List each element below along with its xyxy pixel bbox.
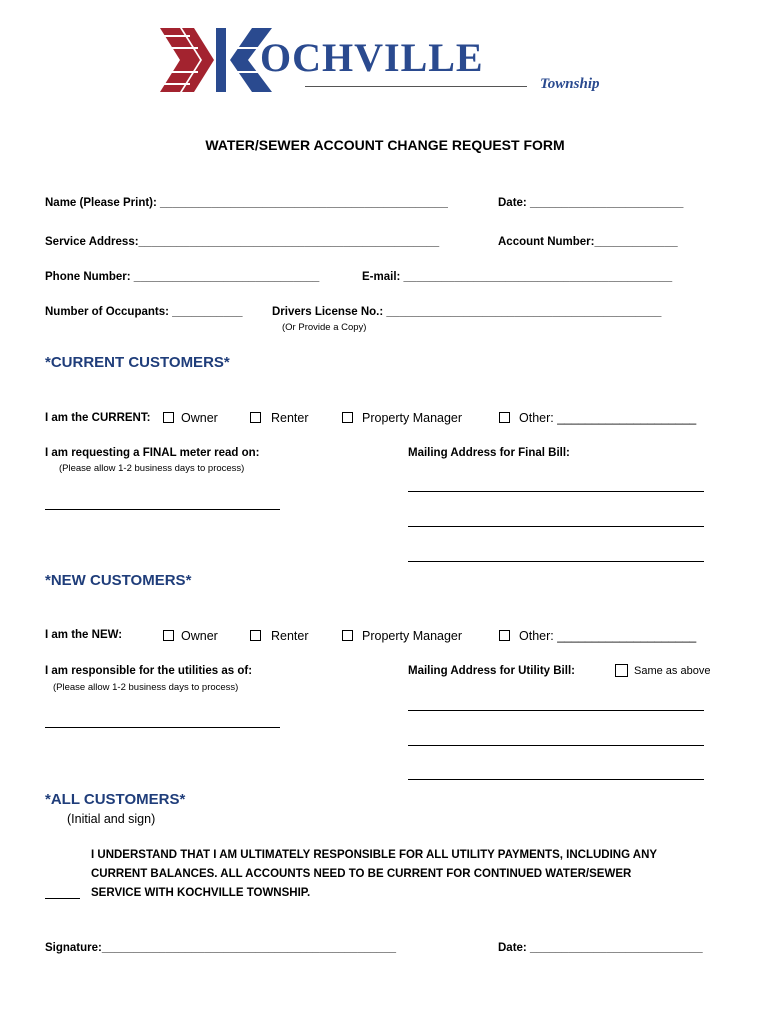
email-field[interactable]: E-mail: __________________________________________ [362,271,673,283]
current-other-checkbox[interactable] [499,412,510,423]
responsible-date-line[interactable] [45,727,280,728]
new-renter-checkbox[interactable] [250,630,261,641]
final-read-date-line[interactable] [45,509,280,510]
kochville-k-logo-icon [160,28,272,92]
final-read-label: I am requesting a FINAL meter read on: [45,447,260,459]
new-renter-label: Renter [271,629,309,643]
responsible-label: I am responsible for the utilities as of: [45,665,253,677]
final-read-note: (Please allow 1-2 business days to process) [59,463,245,474]
utility-bill-address-line-3[interactable] [408,779,704,780]
date-field[interactable]: Date: ________________________ [498,197,684,209]
current-renter-label: Renter [271,411,309,425]
responsible-note: (Please allow 1-2 business days to process) [53,682,239,693]
phone-field[interactable]: Phone Number: _____________________________ [45,271,320,283]
new-owner-label: Owner [181,629,218,643]
current-owner-checkbox[interactable] [163,412,174,423]
new-property-manager-checkbox[interactable] [342,630,353,641]
final-bill-mailing-label: Mailing Address for Final Bill: [408,447,570,459]
statement-line-3: SERVICE WITH KOCHVILLE TOWNSHIP. [91,887,311,899]
current-property-manager-label: Property Manager [362,411,463,425]
final-bill-address-line-3[interactable] [408,561,704,562]
current-owner-label: Owner [181,411,218,425]
occupants-field[interactable]: Number of Occupants: ___________ [45,306,243,318]
signature-date-field[interactable]: Date: ___________________________ [498,942,703,954]
utility-bill-address-line-2[interactable] [408,745,704,746]
same-as-above-label: Same as above [634,665,711,677]
same-as-above-checkbox[interactable] [615,664,628,677]
initial-line[interactable] [45,898,80,899]
current-label: I am the CURRENT: [45,412,151,424]
current-customers-heading: *CURRENT CUSTOMERS* [45,354,230,371]
current-renter-checkbox[interactable] [250,412,261,423]
drivers-license-field[interactable]: Drivers License No.: ___________________________________________ [272,306,662,318]
final-bill-address-line-1[interactable] [408,491,704,492]
utility-bill-mailing-label: Mailing Address for Utility Bill: [408,665,575,677]
final-bill-address-line-2[interactable] [408,526,704,527]
drivers-license-note: (Or Provide a Copy) [282,322,367,333]
current-other-field[interactable]: Other: ____________________ [519,411,697,425]
utility-bill-address-line-1[interactable] [408,710,704,711]
new-other-field[interactable]: Other: ____________________ [519,629,697,643]
township-logo [160,26,620,98]
service-address-field[interactable]: Service Address:_______________________________________________ [45,236,440,248]
form-title: WATER/SEWER ACCOUNT CHANGE REQUEST FORM [205,137,565,153]
logo-name: OCHVILLE [260,35,484,80]
new-owner-checkbox[interactable] [163,630,174,641]
statement-line-2: CURRENT BALANCES. ALL ACCOUNTS NEED TO BE CURRENT FOR CONTINUED WATER/SEWER [91,868,632,880]
initial-sign-note: (Initial and sign) [67,812,156,826]
statement-line-1: I UNDERSTAND THAT I AM ULTIMATELY RESPONSIBLE FOR ALL UTILITY PAYMENTS, INCLUDING ANY [91,849,658,861]
name-field[interactable]: Name (Please Print): _____________________________________________ [45,197,448,209]
signature-field[interactable]: Signature:______________________________________________ [45,942,397,954]
current-property-manager-checkbox[interactable] [342,412,353,423]
logo-township: Township [540,76,600,92]
new-property-manager-label: Property Manager [362,629,463,643]
account-number-field[interactable]: Account Number:_____________ [498,236,678,248]
all-customers-heading: *ALL CUSTOMERS* [45,791,186,808]
new-label: I am the NEW: [45,629,123,641]
new-other-checkbox[interactable] [499,630,510,641]
new-customers-heading: *NEW CUSTOMERS* [45,572,192,589]
logo-underline [305,86,527,87]
